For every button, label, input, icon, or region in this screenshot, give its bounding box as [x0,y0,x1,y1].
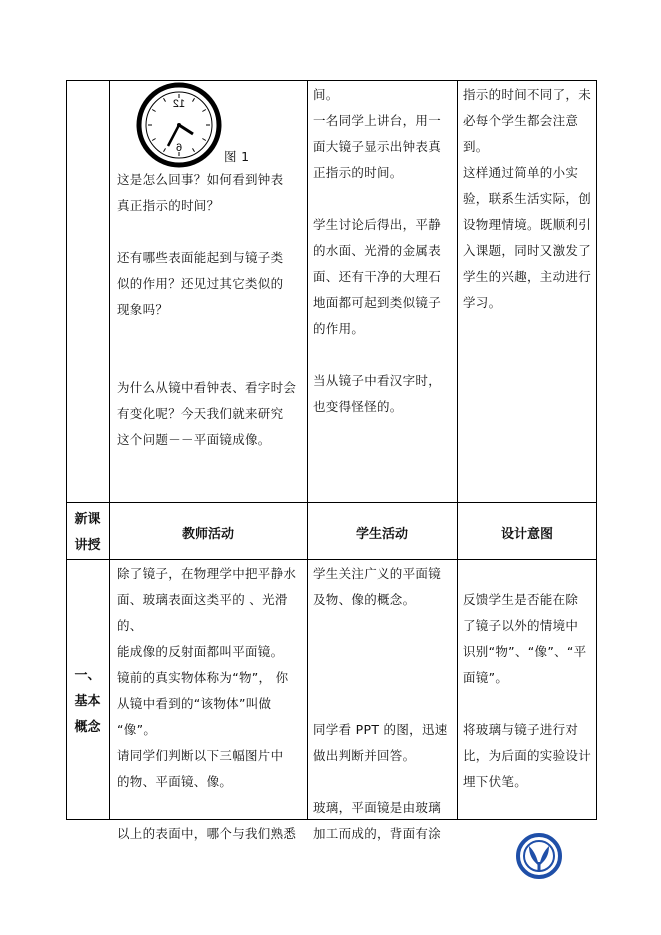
top-design-line: 入课题，同时又激发了 [463,243,592,258]
header-student-activity: 学生活动 [355,527,408,542]
top-student-line: 当从镜子中看汉字时， [313,373,442,388]
section1-teacher-line: 面、玻璃表面这类平的 、光滑的、 [117,592,288,633]
clock-figure [136,82,222,168]
top-teacher-line: 现象吗？ [117,302,169,317]
section-label-basic-concepts [66,663,109,741]
clock-number-6: 6 [175,142,183,154]
top-student-line: 的水面、光滑的金属表 [313,243,442,258]
section1-student-cell [313,561,455,847]
top-teacher-line: 似的作用？还见过其它类似的 [117,276,284,291]
section1-teacher-line: 以上的表面中，哪个与我们熟悉 [117,826,297,841]
clock-center [177,123,181,127]
section1-design-line: 将玻璃与镜子进行对 [463,722,579,737]
top-design-line: 指示的时间不同了，未 [463,87,592,102]
top-teacher-line: 还有哪些表面能起到与镜子类 [117,250,284,265]
section1-student-line: 同学看 PPT 的图，迅速 [313,722,448,737]
section1-student-line: 学生关注广义的平面镜 [313,566,442,581]
top-student-line: 面大镜子显示出钟表真 [313,139,442,154]
figure-caption: 图 1 [224,149,250,164]
section1-teacher-line: 镜前的真实物体称为“物”， 你 [117,670,289,685]
top-design-line: 必每个学生都会注意 [463,113,579,128]
section1-design-cell [463,587,595,795]
top-student-line: 间。 [313,87,339,102]
top-student-line: 的作用。 [313,321,365,336]
section1-student-line: 玻璃，平面镜是由玻璃 [313,800,442,815]
section-label-new-lesson [66,507,109,559]
section1-teacher-line: 的物、平面镜、像。 [117,774,233,789]
section1-teacher-line: 除了镜子，在物理学中把平静水 [117,566,297,581]
top-teacher-line: 有变化呢？今天我们就来研究 [117,406,284,421]
top-student-line: 也变得怪怪的。 [313,399,403,414]
section1-design-line: 反馈学生是否能在除 [463,592,579,607]
top-teacher-line: 为什么从镜中看钟表、看字时会 [117,380,297,395]
section-label-line: 一、 [74,668,101,683]
top-design-line: 验，联系生活实际，创 [463,191,592,206]
header-design-intent: 设计意图 [500,527,553,542]
section1-design-line: 识别“物”、“像”、“平 [463,644,587,659]
logo-stem [538,862,541,872]
section-label-line: 讲授 [74,538,101,553]
school-logo [515,832,563,880]
top-design-line: 学习。 [463,295,502,310]
section-label-line: 基本 [74,694,101,709]
top-student-line: 学生讨论后得出，平静 [313,217,442,232]
col-divider-1 [109,80,110,820]
top-student-line: 一名同学上讲台，用一 [313,113,442,128]
section-label-line: 新课 [74,512,101,527]
section1-design-line: 了镜子以外的情境中 [463,618,579,633]
top-teacher-line: 这是怎么回事？如何看到钟表 [117,172,284,187]
top-student-line: 地面都可起到类似镜子 [313,295,442,310]
section1-student-line: 加工而成的，背面有涂 [313,826,442,841]
section1-design-line: 埋下伏笔。 [463,774,528,789]
top-student-line: 面、还有干净的大理石 [313,269,442,284]
clock-number-12: 12 [172,98,186,110]
section1-design-line: 比，为后面的实验设计 [463,748,592,763]
section1-student-line: 及物、像的概念。 [313,592,416,607]
top-design-line: 学生的兴趣，主动进行 [463,269,592,284]
section1-design-line: 面镜”。 [463,670,509,685]
col-divider-2 [307,80,308,820]
section1-teacher-cell [117,561,305,847]
top-design-line: 到。 [463,139,489,154]
top-design-line: 设物理情境。既顺利引 [463,217,592,232]
top-student-line: 正指示的时间。 [313,165,403,180]
top-design-line: 这样通过简单的小实 [463,165,579,180]
top-teacher-line: 真正指示的时间？ [117,198,220,213]
col-divider-3 [457,80,458,820]
top-teacher-line: 这个问题－－平面镜成像。 [117,432,271,447]
header-teacher-activity: 教师活动 [181,527,234,542]
section1-teacher-line: “像”。 [117,722,157,737]
section1-student-line: 做出判断并回答。 [313,748,416,763]
row-divider-1 [66,502,597,503]
top-teacher-cell [117,167,305,453]
top-design-cell [463,82,595,316]
section1-teacher-line: 能成像的反射面都叫平面镜。 [117,644,284,659]
section1-teacher-line: 从镜中看到的“该物体”叫做 [117,696,272,711]
section-label-line: 概念 [74,720,101,735]
row-divider-2 [66,559,597,560]
top-student-cell [313,82,455,420]
section1-teacher-line: 请同学们判断以下三幅图片中 [117,748,284,763]
